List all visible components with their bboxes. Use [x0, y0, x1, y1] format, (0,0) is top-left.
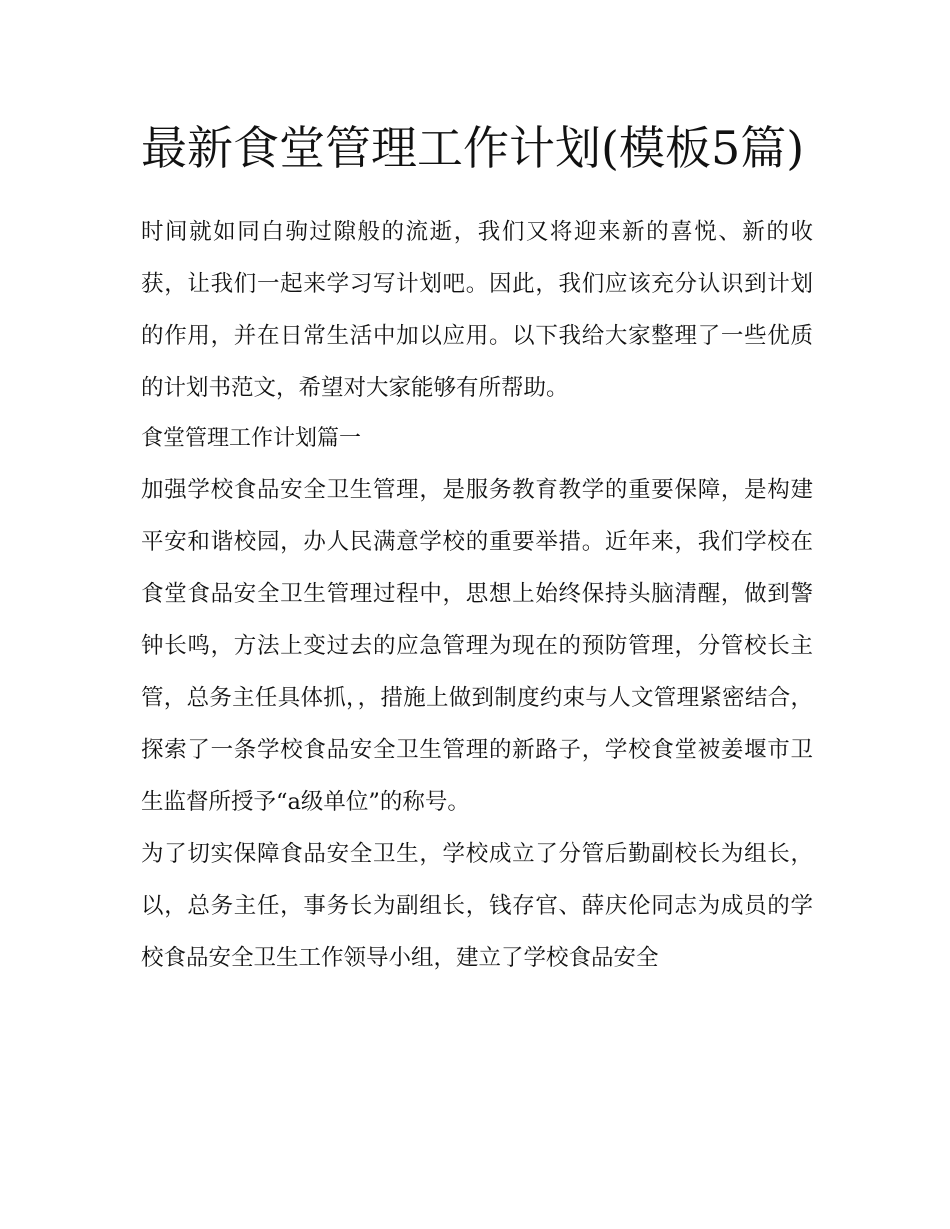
body-paragraph-2: 为了切实保障食品安全卫生，学校成立了分管后勤副校长为组长，以，总务主任，事务长为副组长，钱存官、薛庆伦同志为成员的学校食品安全卫生工作领导小组，建立了学校食品安全: [141, 841, 813, 971]
body-paragraph-1: 加强学校食品安全卫生管理，是服务教育教学的重要保障，是构建平安和谐校园，办人民满意学校的重要举措。近年来，我们学校在食堂食品安全卫生管理过程中，思想上始终保持头脑清醒，做到警钟长鸣，方法上变过去的应急管理为现在的预防管理，分管校长主管，总务主任具体抓，，措施上做到制度约束与人文管理紧密结合，探索了一条学校食品安全卫生管理的新路子，学校食堂被姜堰市卫生监督所授予“a级单位”的称号。: [141, 477, 813, 815]
document-page: [141, 110, 813, 984]
intro-paragraph: 时间就如同白驹过隙般的流逝，我们又将迎来新的喜悦、新的收获，让我们一起来学习写计划吧。因此，我们应该充分认识到计划的作用，并在日常生活中加以应用。以下我给大家整理了一些优质的计划书范文，希望对大家能够有所帮助。: [141, 219, 813, 401]
section-heading: 食堂管理工作计划篇一: [141, 426, 362, 451]
document-title: 最新食堂管理工作计划(模板5篇): [141, 121, 805, 175]
